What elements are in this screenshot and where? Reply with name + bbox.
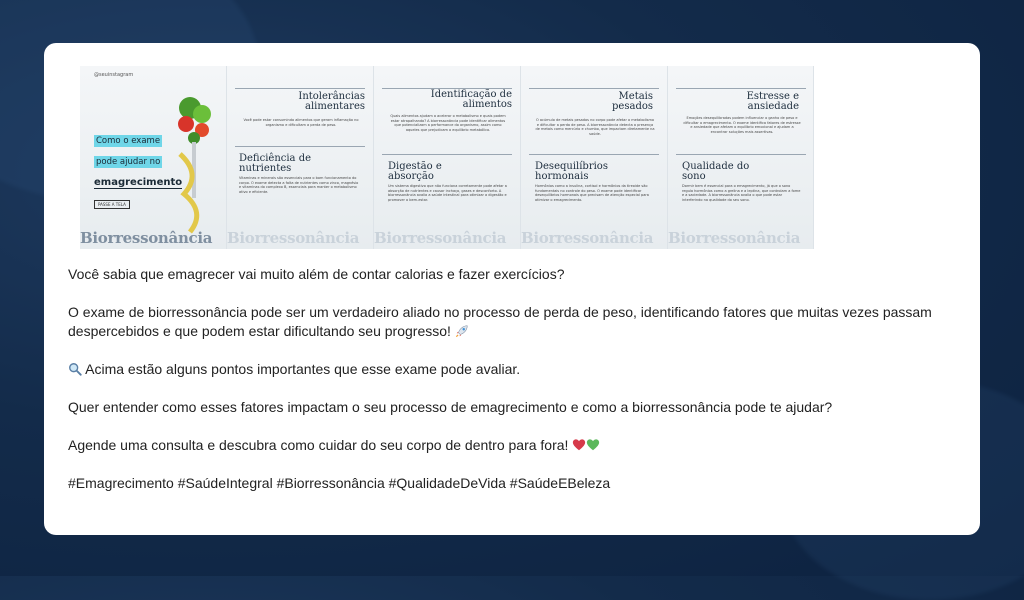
slide-top-text: Quais alimentos ajudam a acelerar o metabolismo e quais podem estar atrapalhando? A biorressonância pode identificar alimentos que potencializam a performance do organismo, assim como aqueles que prejudicam o equilíbrio metabólico. <box>390 114 506 132</box>
slide-bottom-text: Dormir bem é essencial para o emagrecimento, já que o sono regula hormônios como a grelina e a leptina, que controlam a fome e a saciedade. A biorressonância avalia o que pode estar interferindo na qualidade do seu sono. <box>682 184 801 202</box>
divider <box>676 154 806 155</box>
carousel-slide <box>227 66 374 249</box>
caption-paragraph <box>68 436 948 455</box>
image-carousel[interactable] <box>80 66 814 249</box>
slide-bottom-text: Vitaminas e minerais são essenciais para o bom funcionamento do corpo. O exame detecta a falta de nutrientes como zinco, magnésio e vitaminas do complexo B, essenciais para manter o metabolismo ativo e eficiente. <box>239 176 359 194</box>
cover-line3: emagrecimento <box>94 177 183 188</box>
carousel-slide <box>668 66 814 249</box>
watermark: Biorressonância <box>668 229 801 247</box>
post-caption <box>68 265 948 512</box>
cover-title <box>94 128 194 189</box>
caption-text: Quer entender como esses fatores impactam o seu processo de emagrecimento e como a biorressonância pode te ajudar? <box>68 399 833 415</box>
slide-top-text: O acúmulo de metais pesados no corpo pode afetar o metabolismo e dificultar a perda de peso. A biorressonância detecta a presença de metais como mercúrio e chumbo, que impactam diretamente na saúde. <box>535 118 655 136</box>
slide-top-title: Estresse e ansiedade <box>746 91 799 112</box>
hashtags <box>68 474 948 493</box>
slide-bottom-title: Desequilíbrios hormonais <box>535 161 608 182</box>
carousel-slide <box>521 66 668 249</box>
slide-bottom-text: Um sistema digestivo que não funciona corretamente pode afetar a absorção de nutrientes e causar inchaço, gases e desconforto. A biorressonância avalia a saúde intestinal para otimizar a digestão e promover o bem-estar. <box>388 184 507 202</box>
slide-bottom-title: Digestão e absorção <box>388 161 442 182</box>
slide-bottom-title: Deficiência de nutrientes <box>239 153 312 174</box>
heart-icon <box>572 438 586 452</box>
slide-top-text: Emoções desequilibradas podem influenciar o ganho de peso e dificultar o emagrecimento. O exame identifica fatores de estresse e ansiedade que afetam o equilíbrio emocional e ajudam a encontrar soluções mais assertivas. <box>683 116 801 134</box>
divider <box>529 88 659 89</box>
cover-line2: pode ajudar no <box>96 157 161 167</box>
cover-line1: Como o exame <box>96 136 161 146</box>
slide-bottom-title: Qualidade do sono <box>682 161 750 182</box>
slide-top-text: Você pode estar consumindo alimentos que geram inflamação no organismo e dificultam a perda de peso. <box>243 118 359 127</box>
green-heart-icon <box>586 438 600 452</box>
swipe-button: PASSE A TELA <box>94 200 130 209</box>
divider <box>235 146 365 147</box>
hashtag-list[interactable]: #Emagrecimento #SaúdeIntegral #Biorressonância #QualidadeDeVida #SaúdeEBeleza <box>68 475 611 491</box>
caption-text: O exame de biorressonância pode ser um verdadeiro aliado no processo de perda de peso, identificando fatores que muitas vezes passam despercebidos e que podem estar dificultando seu progresso! <box>68 304 932 339</box>
watermark: Biorressonância <box>80 229 213 247</box>
carousel-slide <box>374 66 521 249</box>
caption-text: Agende uma consulta e descubra como cuidar do seu corpo de dentro para fora! <box>68 437 573 453</box>
caption-paragraph <box>68 303 948 341</box>
slide-bottom-text: Hormônios como a insulina, cortisol e hormônios da tireoide são fundamentais no controle do peso. O exame pode identificar desequilíbrios hormonais que precisam de atenção especial para otimizar o emagrecimento. <box>535 184 649 202</box>
caption-paragraph <box>68 265 948 284</box>
divider <box>676 88 806 89</box>
magnifier-icon <box>68 362 82 376</box>
slide-top-title: Identificação de alimentos <box>430 89 512 110</box>
caption-paragraph <box>68 360 948 379</box>
slide-top-title: Metais pesados <box>612 91 653 112</box>
carousel-slide-cover <box>80 66 227 249</box>
rocket-icon <box>455 324 469 338</box>
caption-text: Acima estão alguns pontos importantes que esse exame pode avaliar. <box>82 361 521 377</box>
instagram-handle: @seuinstagram <box>94 72 134 78</box>
divider <box>382 154 512 155</box>
caption-text: Você sabia que emagrecer vai muito além de contar calorias e fazer exercícios? <box>68 266 565 282</box>
caption-paragraph <box>68 398 948 417</box>
divider <box>529 154 659 155</box>
slide-top-title: Intolerâncias alimentares <box>298 91 365 112</box>
post-card <box>44 43 980 535</box>
divider <box>235 88 365 89</box>
watermark: Biorressonância <box>227 229 360 247</box>
watermark: Biorressonância <box>374 229 507 247</box>
watermark: Biorressonância <box>521 229 654 247</box>
